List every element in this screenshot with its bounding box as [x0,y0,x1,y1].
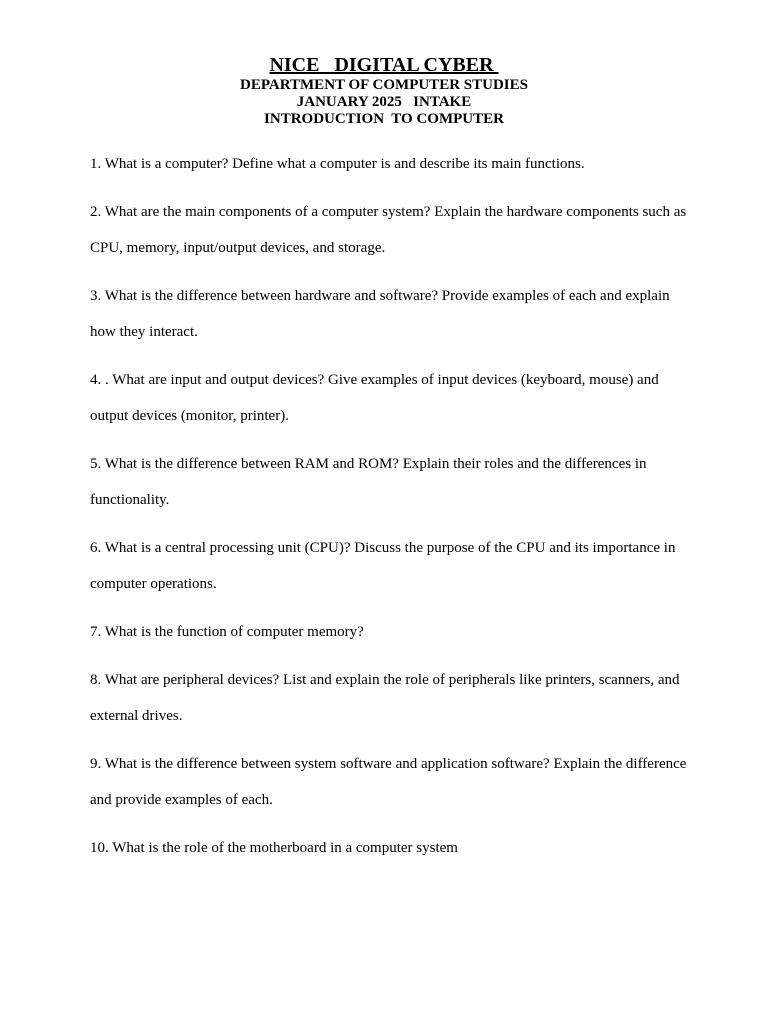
institution-title: NICE DIGITAL CYBER [269,54,499,76]
question-list [90,146,690,878]
question-item: 3. What is the difference between hardware and software? Provide examples of each and explain how they interact. [90,288,670,340]
department-heading: DEPARTMENT OF COMPUTER STUDIES [240,77,528,93]
intake-heading: JANUARY 2025 INTAKE [296,94,472,110]
document-header [0,53,768,128]
question-item: 9. What is the difference between system software and application software? Explain the difference and provide examples of each. [90,756,687,808]
question-item: 5. What is the difference between RAM and ROM? Explain their roles and the differences in functionality. [90,456,647,508]
question-item: 7. What is the function of computer memory? [90,624,364,640]
question-item: 6. What is a central processing unit (CPU)? Discuss the purpose of the CPU and its importance in computer operations. [90,540,676,592]
question-item: 1. What is a computer? Define what a computer is and describe its main functions. [90,156,585,172]
question-item: 8. What are peripheral devices? List and explain the role of peripherals like printers, scanners, and external drives. [90,672,680,724]
question-item: 4. . What are input and output devices? Give examples of input devices (keyboard, mouse) and output devices (monitor, printer). [90,372,659,424]
course-heading: INTRODUCTION TO COMPUTER [264,111,504,127]
question-item: 10. What is the role of the motherboard in a computer system [90,840,458,856]
question-item: 2. What are the main components of a computer system? Explain the hardware components such as CPU, memory, input/output devices, and storage. [90,204,687,256]
